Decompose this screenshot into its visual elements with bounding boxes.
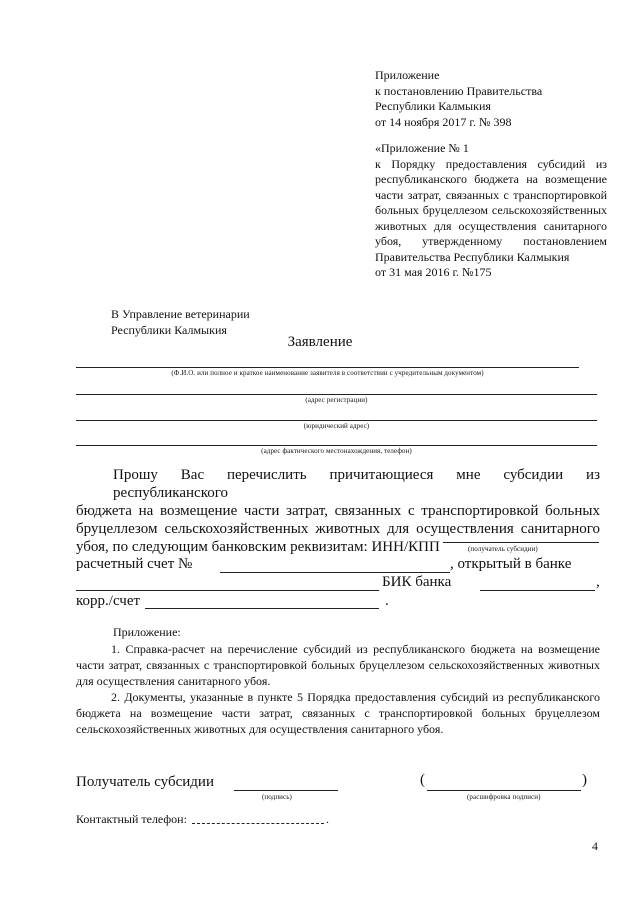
contact-phone-line[interactable]: [192, 823, 324, 824]
appendix-header-line: к постановлению Правительства: [375, 83, 543, 98]
request-line: бюджета на возмещение части затрат, связанных с транспортировкой больных: [76, 503, 600, 519]
document-title: Заявление: [287, 334, 353, 350]
appendix1-text: к Порядку предоставления субсидий из республиканского бюджета на возмещение части затрат, связанных с транспортировкой больных бруцеллезом сельскохозяйственных животных для осуществления санитарного убоя, утвержденному постановлением: [375, 156, 607, 248]
bank-name-line[interactable]: [76, 590, 379, 591]
fio-caption: (Ф.И.О. или полное и краткое наименование заявителя в соответствии с учредительным документом): [171, 369, 484, 377]
signature-decode-line[interactable]: [427, 790, 581, 791]
contact-period: .: [326, 812, 329, 826]
addressee-line: Республики Калмыкия: [111, 323, 227, 337]
attachment-item: 2. Документы, указанные в пункте 5 Порядка предоставления субсидий из республиканского бюджета на возмещение части затрат, связанных с транспортировкой больных бруцеллезом сельскохозяйственных животных для осуществления санитарного убоя.: [76, 690, 600, 736]
request-line: бруцеллезом сельскохозяйственных животных для осуществления санитарного: [76, 521, 600, 537]
addressee-line: В Управление ветеринарии: [111, 307, 250, 321]
actual-address-line[interactable]: [76, 445, 597, 446]
corr-period: .: [385, 593, 389, 609]
bik-comma: ,: [596, 574, 600, 590]
contact-label: Контактный телефон:: [76, 812, 187, 826]
reg-address-line[interactable]: [76, 394, 597, 395]
appendix1-line-gov: Правительства Республики Калмыкия: [375, 249, 570, 264]
signature-line[interactable]: [234, 790, 338, 791]
appendix-header-line: от 14 ноября 2017 г. № 398: [375, 114, 512, 129]
inn-kpp-line[interactable]: [443, 542, 599, 543]
corr-account-line[interactable]: [145, 608, 379, 609]
legal-address-caption: (юридический адрес): [303, 422, 370, 430]
attachments-heading: Приложение:: [113, 625, 181, 639]
appendix-header-line: Республики Калмыкия: [375, 99, 491, 113]
recipient-caption: (получатель субсидии): [468, 545, 538, 553]
bik-line[interactable]: [480, 590, 595, 591]
corr-label: корр./счет: [76, 593, 141, 609]
account-label: расчетный счет №: [76, 556, 193, 572]
decode-caption: (расшифровка подписи): [467, 793, 541, 801]
opened-label: , открытый в банке: [450, 556, 572, 572]
request-line: Прошу Вас перечислить причитающиеся мне субсидии из республиканского: [113, 467, 600, 501]
page-number: 4: [592, 839, 598, 853]
actual-address-caption: (адрес фактического местонахождения, телефон): [261, 447, 412, 455]
close-paren: ): [582, 772, 587, 788]
recipient-label: Получатель субсидии: [76, 774, 214, 790]
fio-line[interactable]: [76, 367, 579, 368]
open-paren: (: [420, 772, 425, 788]
signature-caption: (подпись): [262, 793, 292, 801]
appendix1-title: «Приложение № 1: [375, 141, 469, 155]
appendix-header: [375, 68, 607, 130]
bik-label: БИК банка: [382, 574, 452, 590]
appendix1-header: [375, 141, 607, 281]
appendix-header-line: Приложение: [375, 68, 440, 82]
request-line: убоя, по следующим банковским реквизитам: ИНН/КПП: [76, 539, 440, 555]
reg-address-caption: (адрес регистрации): [305, 396, 368, 404]
attachment-item: 1. Справка-расчет на перечисление субсидий из республиканского бюджета на возмещение части затрат, связанных с транспортировкой больных бруцеллезом сельскохозяйственных животных для осуществления санитарного убоя.: [76, 642, 600, 688]
legal-address-line[interactable]: [76, 420, 597, 421]
appendix1-line-date: от 31 мая 2016 г. №175: [375, 265, 492, 279]
